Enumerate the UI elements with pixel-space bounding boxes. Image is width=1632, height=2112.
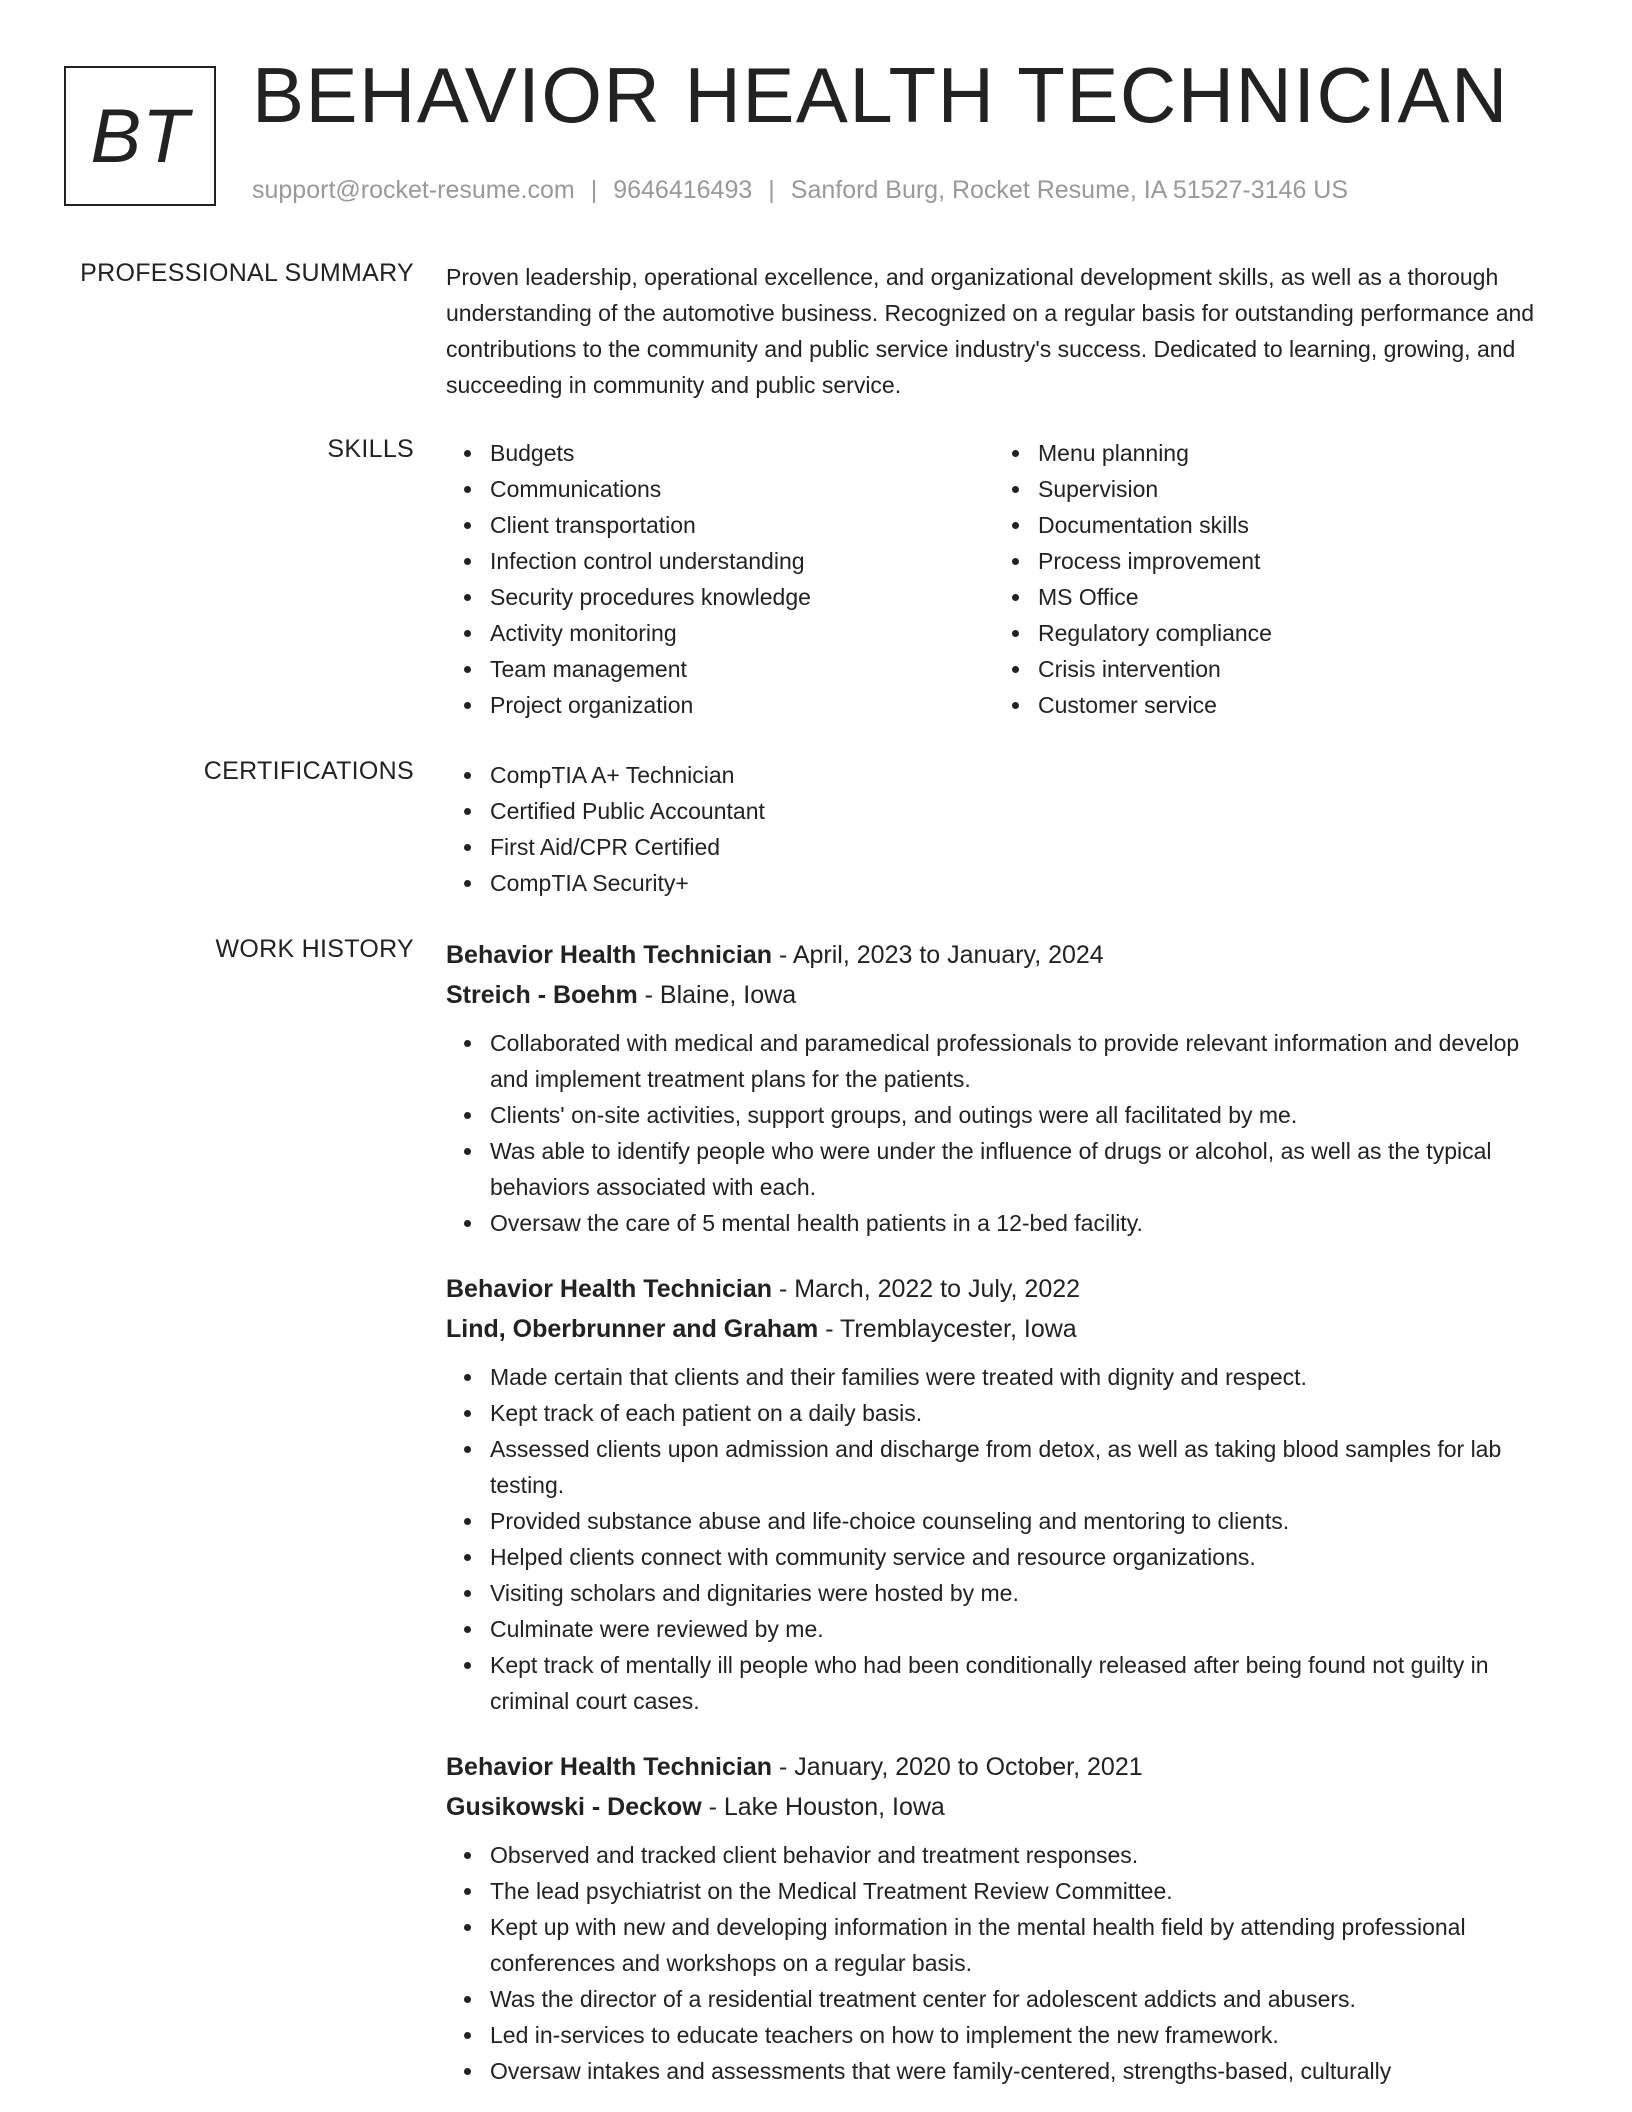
job-company: Lind, Oberbrunner and Graham [446,1315,819,1343]
job-duty-item: Kept track of mentally ill people who had been conditionally released after being found not guilty in criminal court cases. [490,1647,1556,1719]
skill-item: Documentation skills [1038,507,1542,543]
skills-body [446,435,1556,723]
job-company-line [446,975,1556,1015]
job-entry [446,1269,1556,1719]
monogram-initials: BT [90,93,190,179]
job-duty-item: Assessed clients upon admission and discharge from detox, as well as taking blood samples for lab testing. [490,1431,1556,1503]
job-title-line [446,1747,1556,1787]
skill-item: Supervision [1038,471,1542,507]
skills-column-right [994,435,1542,723]
job-company: Streich - Boehm [446,981,638,1009]
job-duty-item: Observed and tracked client behavior and treatment responses. [490,1837,1556,1873]
job-duty-item: Culminate were reviewed by me. [490,1611,1556,1647]
contact-separator: | [768,176,775,204]
skill-item: Regulatory compliance [1038,615,1542,651]
certifications-body [446,757,1556,901]
job-duty-item: Visiting scholars and dignitaries were hosted by me. [490,1575,1556,1611]
contact-address: Sanford Burg, Rocket Resume, IA 51527-3146 US [790,176,1349,204]
job-company-line [446,1309,1556,1349]
section-label-skills: SKILLS [327,435,414,463]
job-duty-item: Helped clients connect with community service and resource organizations. [490,1539,1556,1575]
skill-item: Client transportation [490,507,994,543]
monogram-box [64,66,216,206]
job-duty-item: Provided substance abuse and life-choice counseling and mentoring to clients. [490,1503,1556,1539]
contact-separator: | [590,176,598,204]
certification-item: CompTIA A+ Technician [490,757,1556,793]
skill-item: Communications [490,471,994,507]
job-dates: - January, 2020 to October, 2021 [772,1753,1143,1781]
skill-item: Budgets [490,435,994,471]
job-company-line [446,1787,1556,1827]
skill-item: Process improvement [1038,543,1542,579]
job-location: - Lake Houston, Iowa [701,1793,945,1821]
job-duty-item: Kept track of each patient on a daily basis. [490,1395,1556,1431]
section-label-certifications: CERTIFICATIONS [203,757,414,785]
job-title: Behavior Health Technician [446,941,773,969]
section-label-work-history: WORK HISTORY [215,935,414,963]
skill-item: Crisis intervention [1038,651,1542,687]
job-duty-item: Was the director of a residential treatment center for adolescent addicts and abusers. [490,1981,1556,2017]
job-duty-item: Was able to identify people who were under the influence of drugs or alcohol, as well as the typical behaviors associated with each. [490,1133,1556,1205]
skill-item: MS Office [1038,579,1542,615]
skill-item: Infection control understanding [490,543,994,579]
certification-item: Certified Public Accountant [490,793,1556,829]
contact-line [252,176,1348,205]
job-title: Behavior Health Technician [446,1753,773,1781]
job-duty-item: The lead psychiatrist on the Medical Treatment Review Committee. [490,1873,1556,1909]
job-title: Behavior Health Technician [446,1275,773,1303]
job-title-line [446,935,1556,975]
job-dates: - April, 2023 to January, 2024 [772,941,1104,969]
skill-item: Security procedures knowledge [490,579,994,615]
job-duty-item: Made certain that clients and their families were treated with dignity and respect. [490,1359,1556,1395]
job-entry [446,935,1556,1241]
certification-item: First Aid/CPR Certified [490,829,1556,865]
job-duty-item: Oversaw intakes and assessments that were family-centered, strengths-based, culturally [490,2053,1556,2089]
summary-text: Proven leadership, operational excellence, and organizational development skills, as well as a thorough understanding of the automotive business. Recognized on a regular basis for outstanding performance and contributions to the community and public service industry's success. Dedicated to learning, growing, and succeeding in community and public service. [446,264,1535,398]
skill-item: Menu planning [1038,435,1542,471]
job-duty-item: Oversaw the care of 5 mental health patients in a 12-bed facility. [490,1205,1556,1241]
job-location: - Tremblaycester, Iowa [818,1315,1077,1343]
skills-column-left [446,435,994,723]
certification-item: CompTIA Security+ [490,865,1556,901]
work-history-body [446,935,1556,2112]
skill-item: Project organization [490,687,994,723]
job-duty-item: Clients' on-site activities, support groups, and outings were all facilitated by me. [490,1097,1556,1133]
job-location: - Blaine, Iowa [637,981,797,1009]
job-dates: - March, 2022 to July, 2022 [772,1275,1081,1303]
job-duty-item: Led in-services to educate teachers on how to implement the new framework. [490,2017,1556,2053]
section-label-summary: PROFESSIONAL SUMMARY [80,259,414,287]
job-duty-item: Collaborated with medical and paramedical professionals to provide relevant information and develop and implement treatment plans for the patients. [490,1025,1556,1097]
contact-phone[interactable]: 9646416493 [613,176,753,204]
skill-item: Activity monitoring [490,615,994,651]
job-company: Gusikowski - Deckow [446,1793,702,1821]
job-title-line [446,1269,1556,1309]
contact-email[interactable]: support@rocket-resume.com [252,176,575,204]
skill-item: Customer service [1038,687,1542,723]
resume-name-title: BEHAVIOR HEALTH TECHNICIAN [252,51,1509,139]
job-duty-item: Kept up with new and developing information in the mental health field by attending professional conferences and workshops on a regular basis. [490,1909,1556,1981]
job-entry [446,1747,1556,2089]
skill-item: Team management [490,651,994,687]
